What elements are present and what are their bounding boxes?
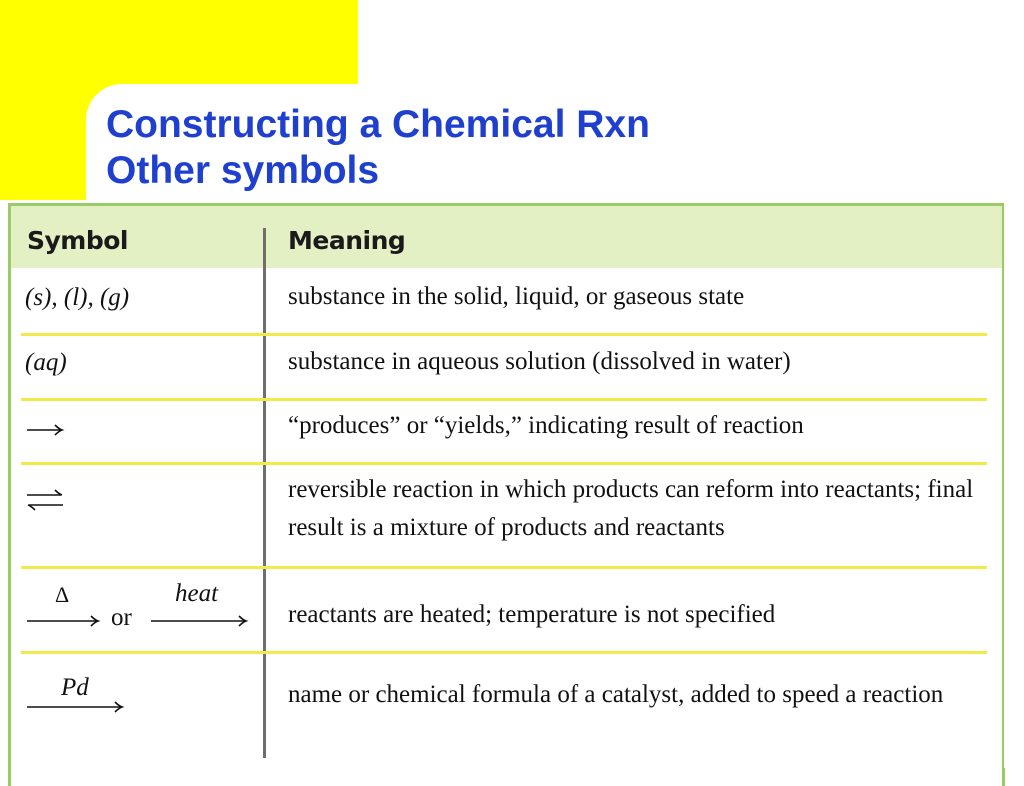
- row-separator: [21, 566, 987, 569]
- catalyst-arrow-icon: [25, 700, 125, 714]
- row-separator: [21, 398, 987, 401]
- meaning-heated: reactants are heated; temperature is not specified: [288, 601, 776, 628]
- title-line-2: Other symbols: [106, 149, 380, 192]
- meaning-aqueous: substance in aqueous solution (dissolved in water): [288, 348, 791, 375]
- table-header: [11, 206, 1002, 268]
- or-label: or: [111, 604, 132, 631]
- meaning-catalyst: name or chemical formula of a catalyst, added to speed a reaction: [288, 681, 944, 708]
- symbol-states: (s), (l), (g): [25, 284, 130, 311]
- catalyst-label: Pd: [61, 674, 89, 701]
- symbol-aqueous: (aq): [25, 349, 67, 376]
- header-symbol: Symbol: [27, 226, 128, 255]
- row-separator: [21, 333, 987, 336]
- symbol-catalyst: [25, 674, 145, 724]
- right-edge: [1004, 203, 1024, 768]
- column-divider: [263, 228, 266, 758]
- title-line-1: Constructing a Chemical Rxn: [106, 103, 650, 146]
- symbols-table: [8, 203, 1005, 786]
- meaning-states: substance in the solid, liquid, or gaseous state: [288, 283, 745, 310]
- row-separator: [21, 462, 987, 465]
- row-separator: [21, 651, 987, 654]
- meaning-reversible: reversible reaction in which products can reform into reactants; final result is a mixture of products and reactants: [288, 476, 974, 541]
- delta-arrow-icon: [25, 614, 101, 628]
- header-meaning: Meaning: [288, 226, 406, 255]
- right-arrow-icon: [25, 423, 65, 437]
- heat-label: heat: [175, 580, 219, 607]
- symbol-heated: [25, 580, 255, 640]
- delta-label: Δ: [55, 582, 70, 607]
- meaning-produces: “produces” or “yields,” indicating result of reaction: [288, 412, 804, 439]
- equilibrium-arrows-icon: [25, 485, 65, 515]
- slide-title: [106, 102, 650, 194]
- heat-arrow-icon: [149, 614, 249, 628]
